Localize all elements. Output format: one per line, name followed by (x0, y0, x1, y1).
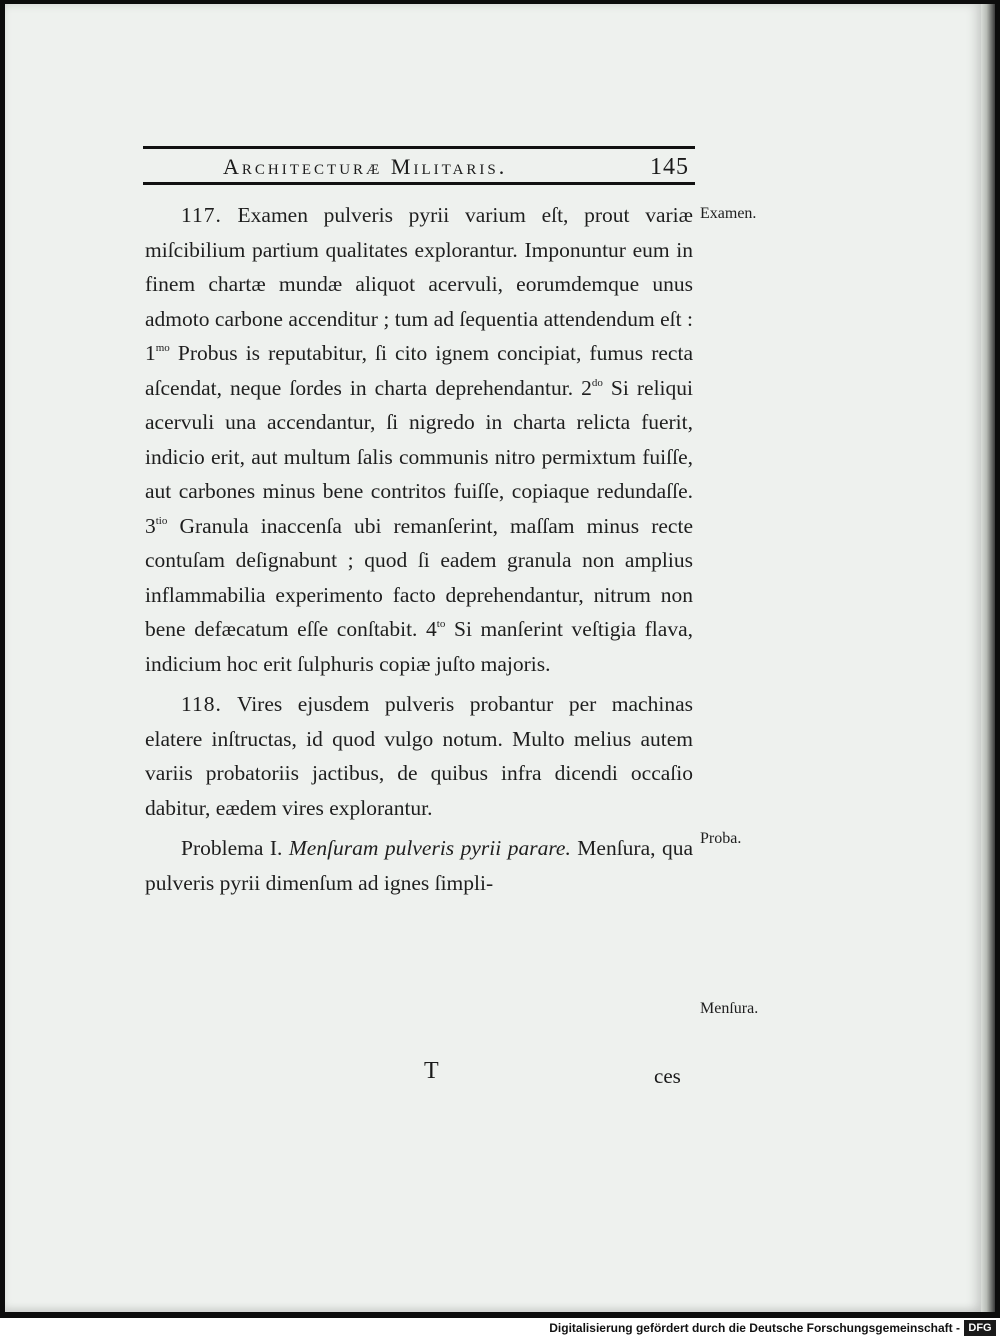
paragraph-text: Si reliqui acervuli una accendantur, ſi nigredo in charta relicta fuerit, indicio erit, aut multum ſalis communis nitro permixtum fuiſſe, aut carbones minus bene contritos fuiſſe, copiaque redundaſſe. 3 (145, 375, 693, 538)
ordinal-superscript: do (591, 376, 603, 389)
body-text (145, 198, 693, 906)
margin-note-mensura: Menſura. (700, 1000, 759, 1017)
paragraph-problema (145, 831, 693, 900)
paragraph-text: Probus is reputabitur, ſi cito ignem concipiat, fumus recta aſcendat, neque ſordes in charta deprehendantur. 2 (145, 341, 693, 400)
page-edge (981, 4, 995, 1312)
paragraph-text: Examen pulveris pyrii varium eſt, prout variæ miſcibilium partium qualitates explorantur. Imponuntur eum in finem chartæ mundæ aliquot acervuli, eorumdemque unus admoto carbone accenditur ; tum ad ſequentia attendendum eſt : 1 (145, 203, 693, 365)
catchword: ces (654, 1064, 681, 1088)
running-head (143, 150, 695, 182)
header-rule-bottom (143, 182, 695, 185)
paragraph-117 (145, 198, 693, 681)
running-title: Architecturæ Militaris. (223, 154, 508, 179)
dfg-logo: DFG (964, 1320, 996, 1336)
ordinal-superscript: to (436, 618, 446, 630)
paragraph-text: Si manſerint veſtigia flava, indicium hoc erit ſulphuris copiæ juſto majoris. (145, 617, 693, 676)
paragraph-text: Granula inaccenſa ubi remanſerint, maſſam minus recte contuſam deſignabunt ; quod ſi eadem granula non amplius inflammabilia experimento facto deprehendantur, nitrum non bene defæcatum eſſe conſtabit. 4 (145, 513, 693, 641)
paragraph-number: 117. (181, 203, 222, 227)
problem-statement: Menſuram pulveris pyrii parare. (288, 836, 571, 860)
footer-credit: Digitalisierung gefördert durch die Deutsche Forschungsgemeinschaft - (549, 1321, 960, 1335)
paragraph-text: Vires ejusdem pulveris probantur per machinas elatere inſtructas, id quod vulgo notum. Multo melius autem variis probatoriis jactibus, de quibus infra dicendi occaſio dabitur, eædem vires explorantur. (145, 692, 693, 820)
signature-mark: T (424, 1058, 439, 1084)
ordinal-superscript: mo (155, 342, 170, 354)
margin-note-examen: Examen. (700, 205, 757, 222)
paragraph-118 (145, 687, 693, 825)
paragraph-number: 118. (181, 692, 222, 716)
header-rule-top (143, 146, 695, 149)
digitization-footer (0, 1318, 1000, 1340)
paragraph-text: Menſura, qua pulveris pyrii dimenſum ad ignes ſimpli- (145, 836, 694, 895)
page-number: 145 (650, 154, 689, 180)
problem-lead: Problema I. (181, 836, 289, 860)
ordinal-superscript: tio (155, 514, 168, 527)
margin-note-proba: Proba. (700, 830, 742, 847)
